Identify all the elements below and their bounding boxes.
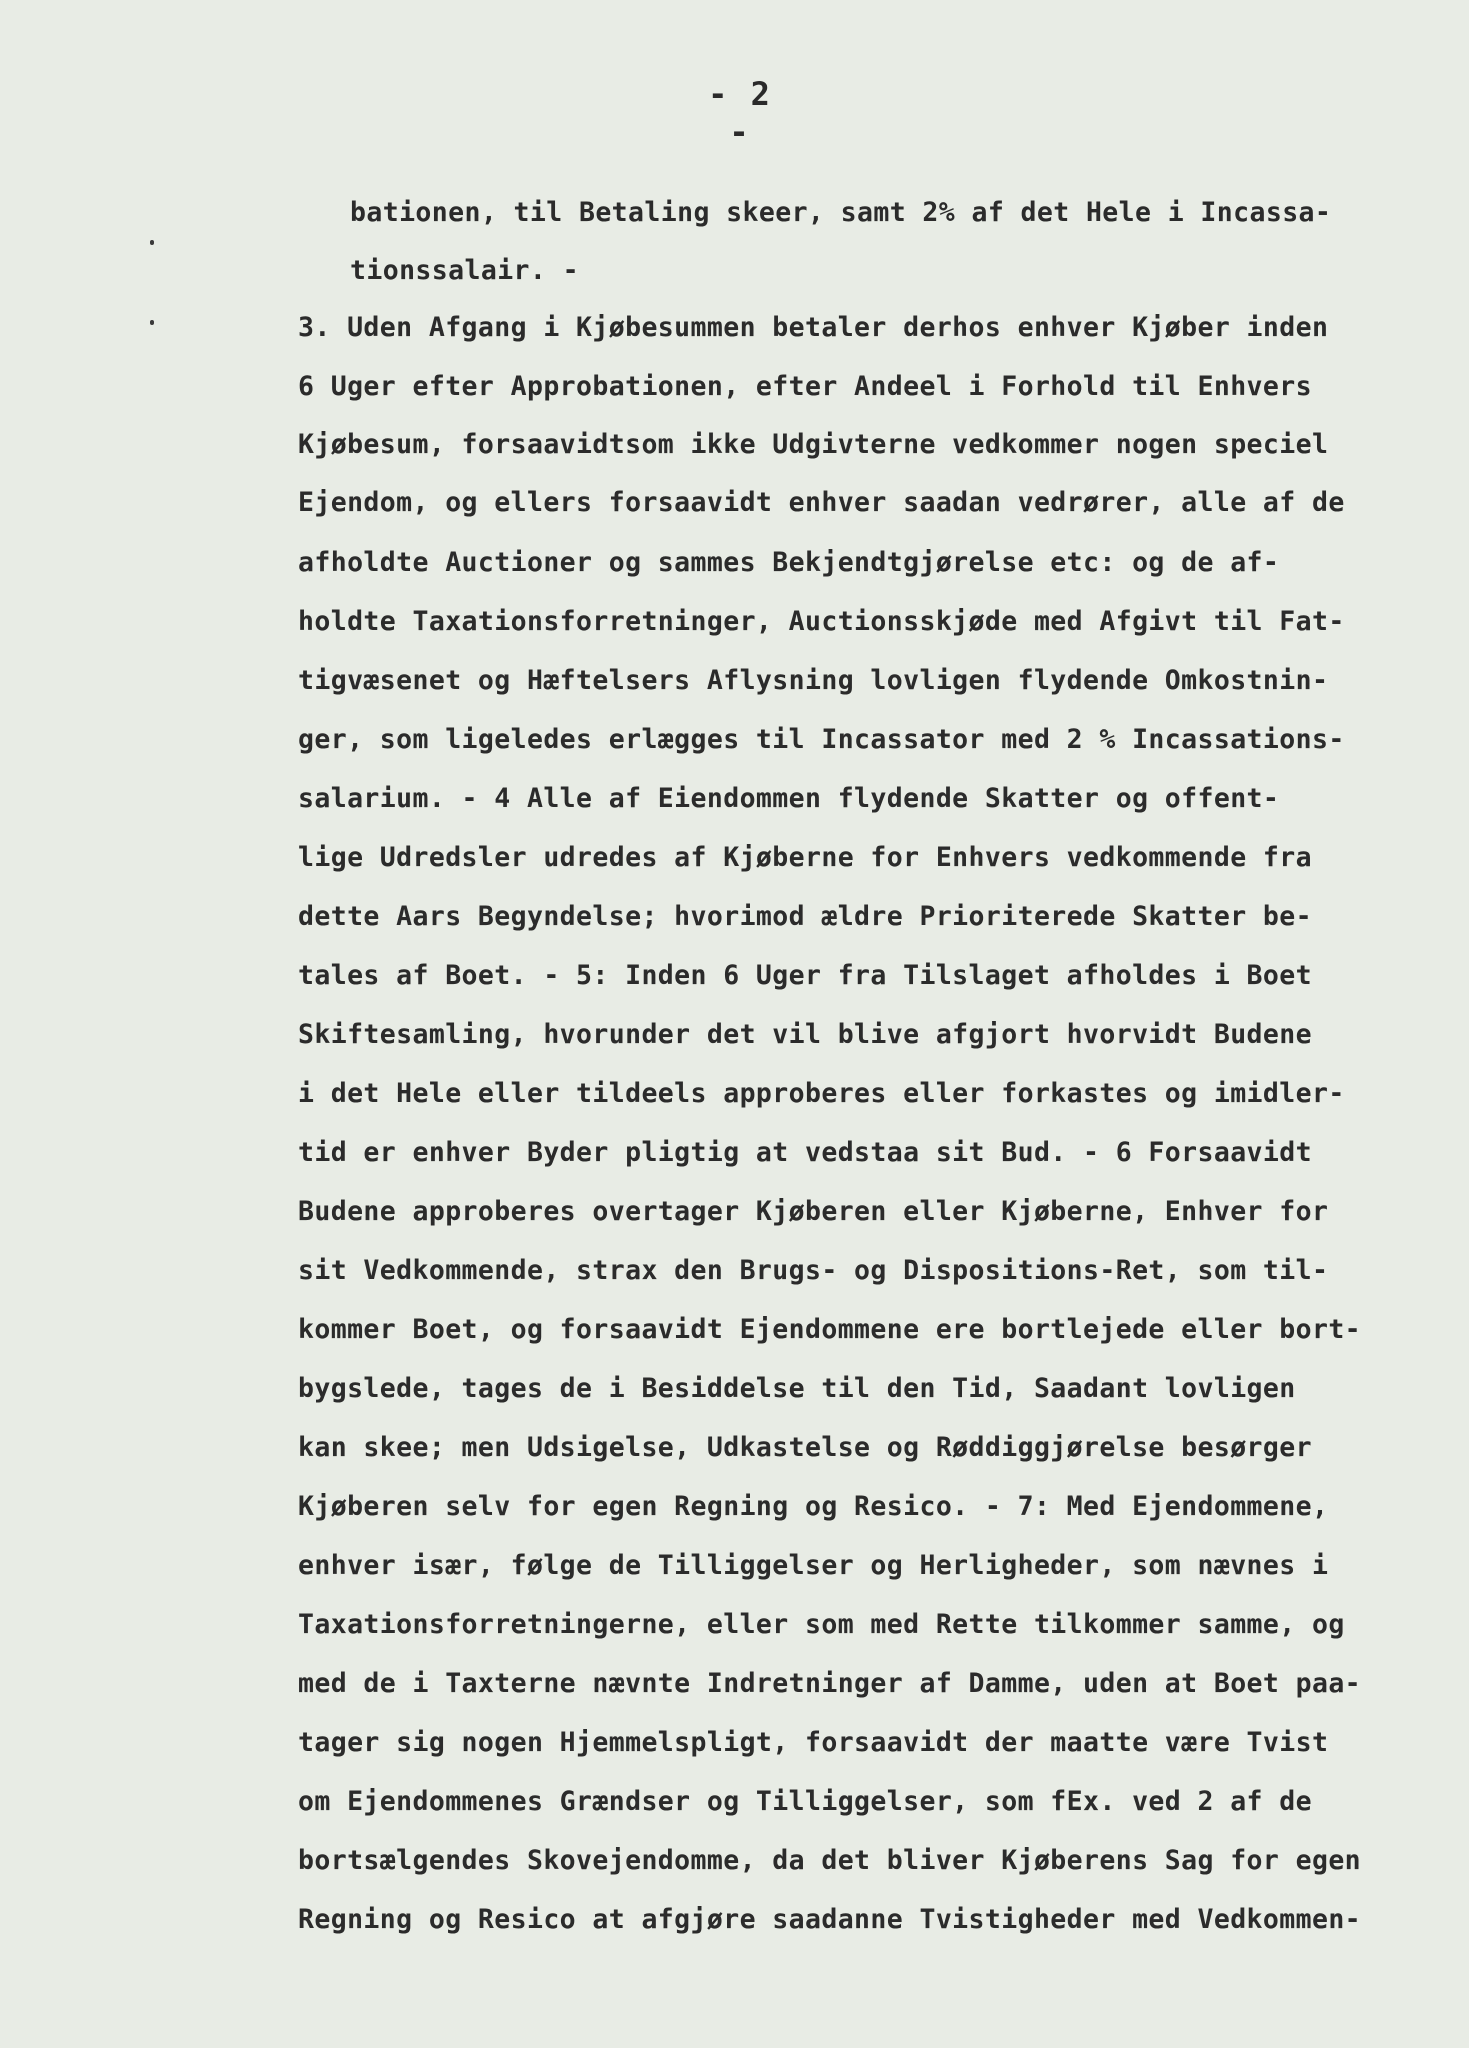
text-line: dette Aars Begyndelse; hvorimod ældre Prioriterede Skatter be- [298, 901, 1312, 932]
text-line: 6 Uger efter Approbationen, efter Andeel i Forhold til Enhvers [298, 371, 1312, 402]
text-line: Budene approberes overtager Kjøberen eller Kjøberne, Enhver for [298, 1196, 1329, 1227]
text-line: Ejendom, og ellers forsaavidt enhver saadan vedrører, alle af de [298, 487, 1345, 518]
text-line: om Ejendommenes Grændser og Tilliggelser, som fEx. ved 2 af de [298, 1786, 1312, 1817]
text-line: lige Udredsler udredes af Kjøberne for Enhvers vedkommende fra [298, 842, 1312, 873]
text-line: Skiftesamling, hvorunder det vil blive afgjort hvorvidt Budene [298, 1019, 1312, 1050]
text-line: i det Hele eller tildeels approberes eller forkastes og imidler- [298, 1078, 1345, 1109]
text-line: Taxationsforretningerne, eller som med Rette tilkommer samme, og [298, 1609, 1345, 1640]
text-line: kan skee; men Udsigelse, Udkastelse og Røddiggjørelse besørger [298, 1432, 1312, 1463]
text-line: Kjøbesum, forsaavidtsom ikke Udgivterne vedkommer nogen speciel [298, 429, 1329, 460]
text-line: holdte Taxationsforretninger, Auctionsskjøde med Afgivt til Fat- [298, 606, 1345, 637]
text-line: tid er enhver Byder pligtig at vedstaa sit Bud. - 6 Forsaavidt [298, 1137, 1312, 1168]
text-line: bygslede, tages de i Besiddelse til den Tid, Saadant lovligen [298, 1373, 1296, 1404]
text-line: 3. Uden Afgang i Kjøbesummen betaler derhos enhver Kjøber inden [298, 312, 1329, 343]
text-line: med de i Taxterne nævnte Indretninger af Damme, uden at Boet paa- [298, 1668, 1362, 1699]
text-line: enhver især, følge de Tilliggelser og Herligheder, som nævnes i [298, 1550, 1329, 1581]
text-line: bortsælgendes Skovejendomme, da det bliver Kjøberens Sag for egen [298, 1845, 1362, 1876]
margin-mark [150, 320, 154, 325]
text-line: tager sig nogen Hjemmelspligt, forsaavidt der maatte være Tvist [298, 1727, 1329, 1758]
text-line: afholdte Auctioner og sammes Bekjendtgjørelse etc: og de af- [298, 547, 1280, 578]
text-line: ger, som ligeledes erlægges til Incassator med 2 % Incassations- [298, 724, 1345, 755]
text-line: bationen, til Betaling skeer, samt 2% af det Hele i Incassa- [350, 197, 1332, 228]
margin-mark [150, 240, 154, 245]
text-line: tigvæsenet og Hæftelsers Aflysning lovligen flydende Omkostnin- [298, 665, 1329, 696]
text-line: tales af Boet. - 5: Inden 6 Uger fra Tilslaget afholdes i Boet [298, 960, 1312, 991]
text-line: salarium. - 4 Alle af Eiendommen flydende Skatter og offent- [298, 783, 1280, 814]
text-line: Kjøberen selv for egen Regning og Resico. - 7: Med Ejendommene, [298, 1491, 1329, 1522]
text-line: sit Vedkommende, strax den Brugs- og Dispositions-Ret, som til- [298, 1255, 1329, 1286]
text-line: kommer Boet, og forsaavidt Ejendommene ere bortlejede eller bort- [298, 1314, 1362, 1345]
text-line: tionssalair. - [350, 255, 579, 286]
text-line: Regning og Resico at afgjøre saadanne Tvistigheder med Vedkommen- [298, 1904, 1362, 1935]
page-number: - 2 - [708, 75, 772, 151]
